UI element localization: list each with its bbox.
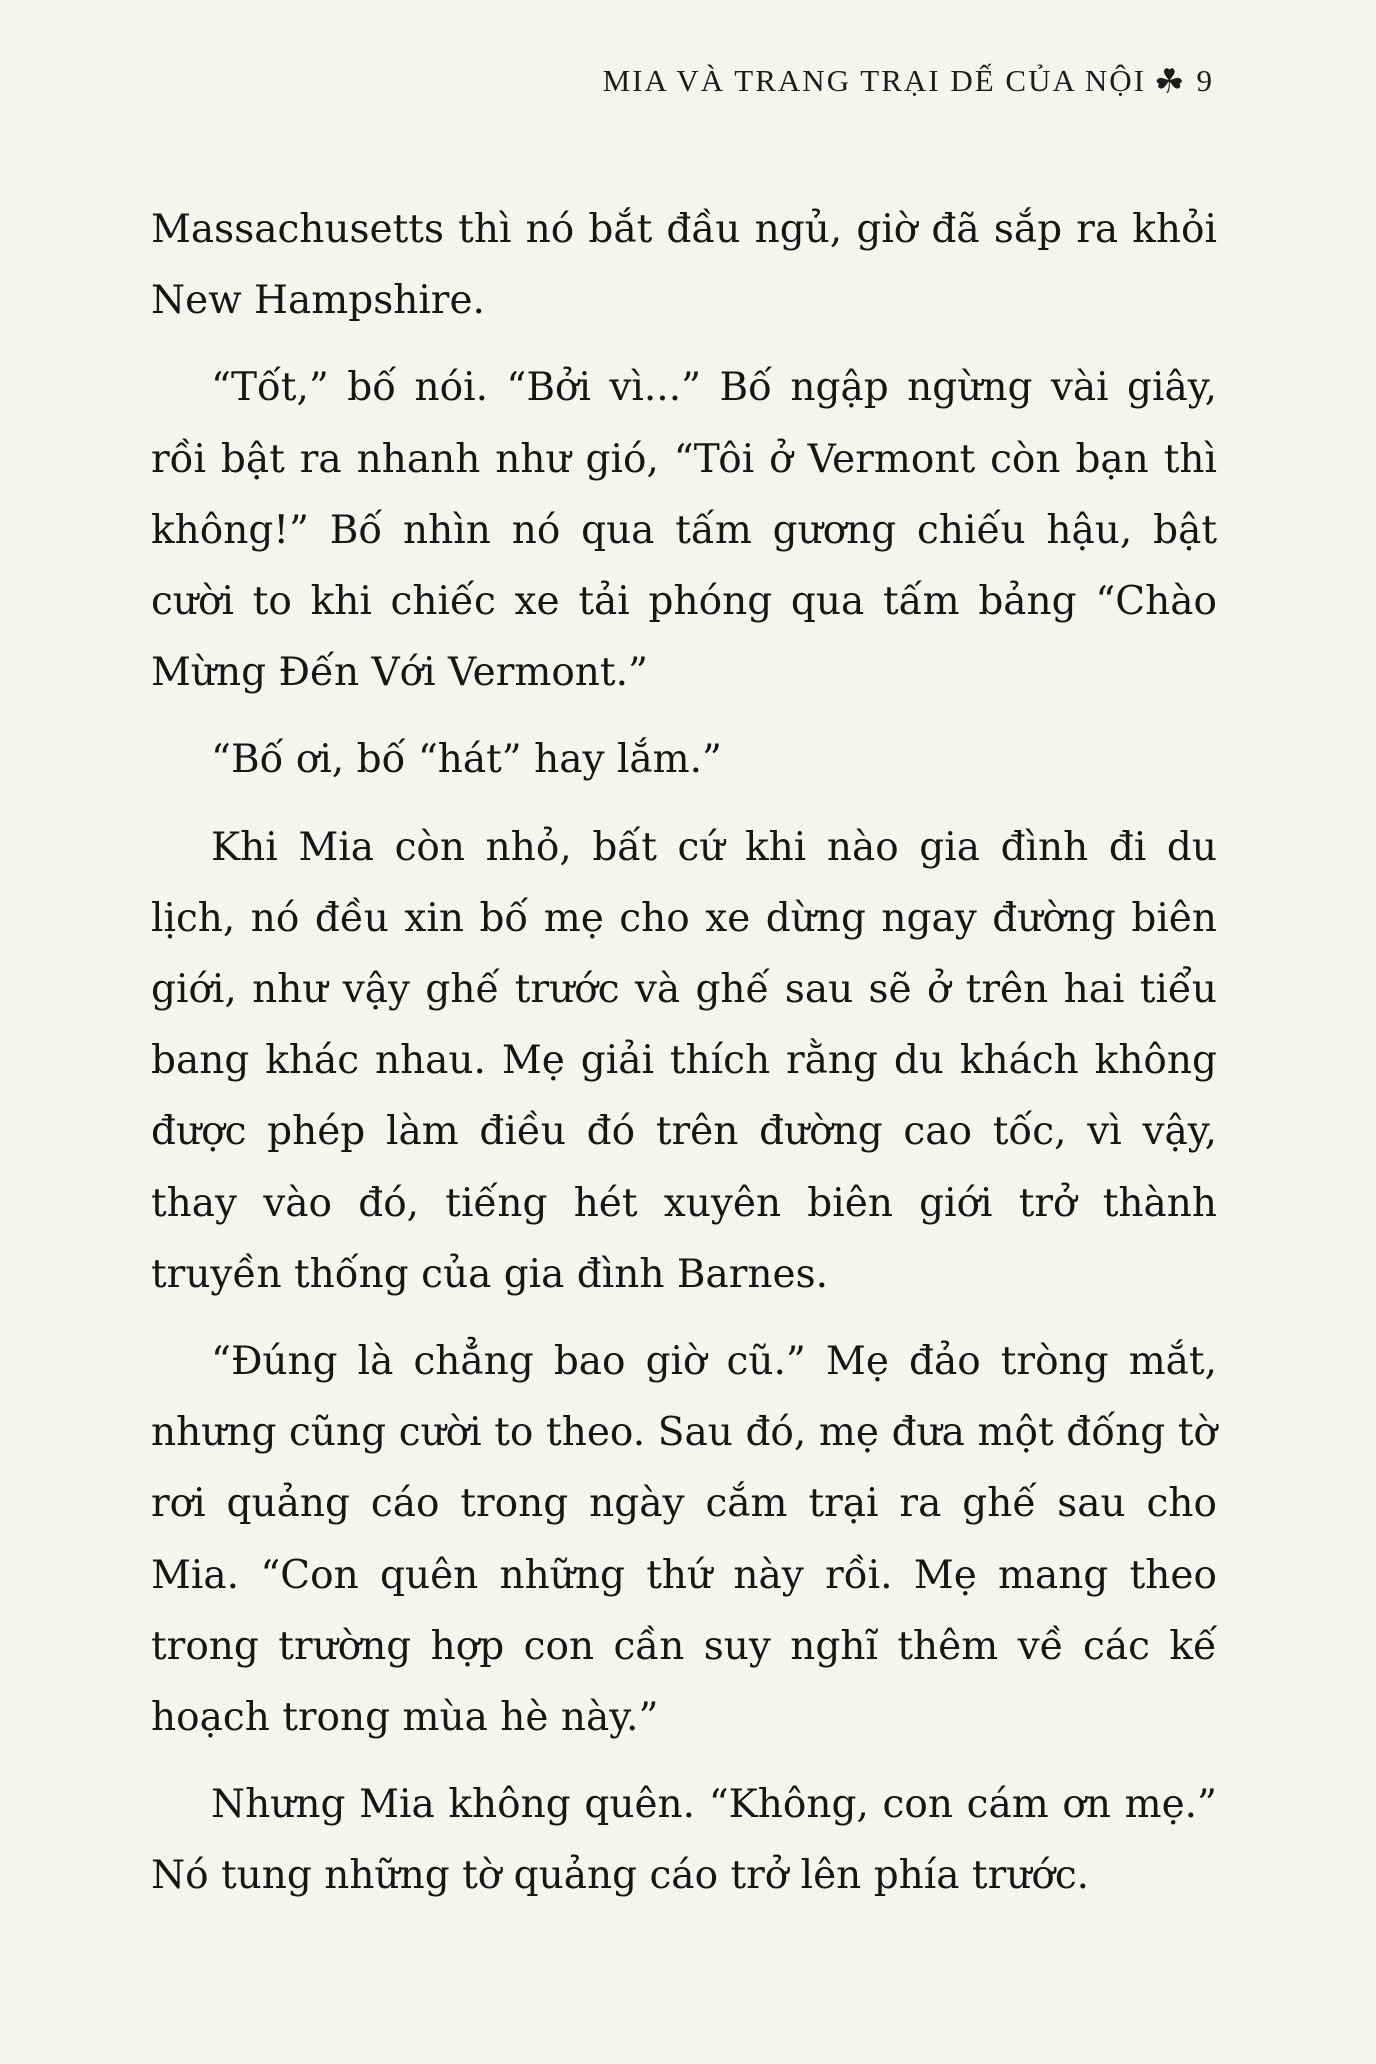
running-header <box>0 62 1214 102</box>
paragraph-6: Nhưng Mia không quên. “Không, con cám ơn mẹ.” Nó tung những tờ quảng cáo trở lên phía trước. <box>151 1782 1217 1899</box>
body-text <box>151 194 1217 1928</box>
page-number: 9 <box>1196 63 1214 98</box>
clover-icon: ☘ <box>1154 64 1187 101</box>
paragraph-4: Khi Mia còn nhỏ, bất cứ khi nào gia đình đi du lịch, nó đều xin bố mẹ cho xe dừng ngay đường biên giới, như vậy ghế trước và ghế sau sẽ ở trên hai tiểu bang khác nhau. Mẹ giải thích rằng du khách không được phép làm điều đó trên đường cao tốc, vì vậy, thay vào đó, tiếng hét xuyên biên giới trở thành truyền thống của gia đình Barnes. <box>151 824 1217 1297</box>
paragraph-5: “Đúng là chẳng bao giờ cũ.” Mẹ đảo tròng mắt, nhưng cũng cười to theo. Sau đó, mẹ đưa một đống tờ rơi quảng cáo trong ngày cắm trại ra ghế sau cho Mia. “Con quên những thứ này rồi. Mẹ mang theo trong trường hợp con cần suy nghĩ thêm về các kế hoạch trong mùa hè này.” <box>151 1339 1217 1741</box>
header-title: MIA VÀ TRANG TRẠI DẾ CỦA NỘI <box>602 63 1147 98</box>
paragraph-2: “Tốt,” bố nói. “Bởi vì...” Bố ngập ngừng vài giây, rồi bật ra nhanh như gió, “Tôi ở Vermont còn bạn thì không!” Bố nhìn nó qua tấm gương chiếu hậu, bật cười to khi chiếc xe tải phóng qua tấm bảng “Chào Mừng Đến Với Vermont.” <box>151 365 1217 696</box>
paragraph-1: Massachusetts thì nó bắt đầu ngủ, giờ đã sắp ra khỏi New Hampshire. <box>151 207 1217 324</box>
paragraph-3: “Bố ơi, bố “hát” hay lắm.” <box>211 737 722 783</box>
